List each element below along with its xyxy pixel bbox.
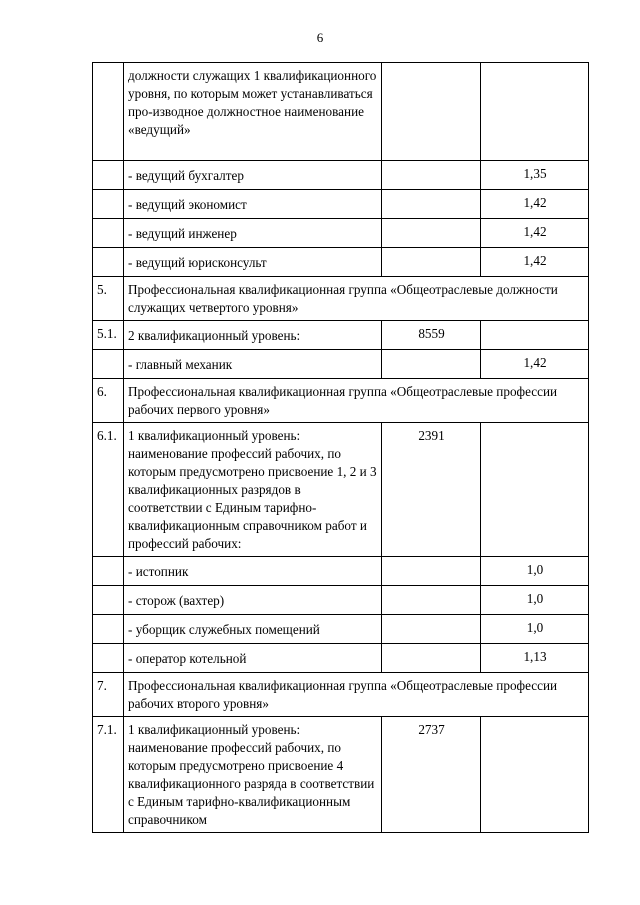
row-coefficient <box>481 717 589 833</box>
table-row-group <box>93 277 589 321</box>
row-number <box>93 615 124 644</box>
table-row <box>93 248 589 277</box>
row-number <box>93 350 124 379</box>
salary-table <box>92 62 589 833</box>
row-text: - ведущий инженер <box>124 219 382 248</box>
table-row <box>93 350 589 379</box>
row-coefficient: 1,0 <box>481 586 589 615</box>
row-coefficient: 1,42 <box>481 190 589 219</box>
row-text: - главный механик <box>124 350 382 379</box>
row-coefficient <box>481 63 589 161</box>
group-number: 5. <box>93 277 124 321</box>
row-number <box>93 644 124 673</box>
table-row <box>93 190 589 219</box>
row-coefficient: 1,42 <box>481 219 589 248</box>
row-number: 7.1. <box>93 717 124 833</box>
row-coefficient <box>481 423 589 557</box>
row-salary: 2391 <box>382 423 481 557</box>
row-salary <box>382 190 481 219</box>
table-row <box>93 321 589 350</box>
row-coefficient <box>481 321 589 350</box>
row-salary <box>382 219 481 248</box>
row-number <box>93 63 124 161</box>
row-number <box>93 219 124 248</box>
table-row <box>93 717 589 833</box>
row-salary <box>382 350 481 379</box>
row-text: - истопник <box>124 557 382 586</box>
table-row <box>93 161 589 190</box>
row-coefficient: 1,0 <box>481 615 589 644</box>
table-row-group <box>93 379 589 423</box>
table-row <box>93 586 589 615</box>
table-row <box>93 644 589 673</box>
row-salary <box>382 63 481 161</box>
group-title: Профессиональная квалификационная группа «Общеотраслевые должности служащих четвертого уровня» <box>124 277 589 321</box>
row-text: 1 квалификационный уровень: наименование профессий рабочих, по которым предусмотрено присвоение 1, 2 и 3 квалификационных разрядов в соответствии с Единым тарифно-квалификационным справочником работ и профессий рабочих: <box>124 423 382 557</box>
table-row-group <box>93 673 589 717</box>
group-number: 6. <box>93 379 124 423</box>
row-salary <box>382 615 481 644</box>
row-salary <box>382 248 481 277</box>
row-coefficient: 1,13 <box>481 644 589 673</box>
row-salary <box>382 586 481 615</box>
row-number <box>93 248 124 277</box>
page-number: 6 <box>316 30 324 45</box>
row-number <box>93 190 124 219</box>
table-row <box>93 219 589 248</box>
group-number: 7. <box>93 673 124 717</box>
row-salary <box>382 557 481 586</box>
row-text: - ведущий юрисконсульт <box>124 248 382 277</box>
row-number <box>93 557 124 586</box>
row-salary: 2737 <box>382 717 481 833</box>
row-salary <box>382 161 481 190</box>
table-row <box>93 557 589 586</box>
row-number: 5.1. <box>93 321 124 350</box>
group-title: Профессиональная квалификационная группа «Общеотраслевые профессии рабочих первого уровня» <box>124 379 589 423</box>
row-coefficient: 1,42 <box>481 248 589 277</box>
row-text: - ведущий бухгалтер <box>124 161 382 190</box>
row-coefficient: 1,35 <box>481 161 589 190</box>
row-salary <box>382 644 481 673</box>
row-number <box>93 586 124 615</box>
group-title: Профессиональная квалификационная группа «Общеотраслевые профессии рабочих второго уровня» <box>124 673 589 717</box>
row-text: - уборщик служебных помещений <box>124 615 382 644</box>
table-row <box>93 615 589 644</box>
row-text: - оператор котельной <box>124 644 382 673</box>
row-text: 2 квалификационный уровень: <box>124 321 382 350</box>
row-coefficient: 1,0 <box>481 557 589 586</box>
row-text: 1 квалификационный уровень: наименование профессий рабочих, по которым предусмотрено присвоение 4 квалификационного разряда в соответствии с Единым тарифно-квалификационным справочником <box>124 717 382 833</box>
row-salary: 8559 <box>382 321 481 350</box>
row-text: - ведущий экономист <box>124 190 382 219</box>
row-number <box>93 161 124 190</box>
table-row <box>93 423 589 557</box>
table-row <box>93 63 589 161</box>
row-coefficient: 1,42 <box>481 350 589 379</box>
row-text: - сторож (вахтер) <box>124 586 382 615</box>
row-number: 6.1. <box>93 423 124 557</box>
row-text: должности служащих 1 квалификационного уровня, по которым может устанавливаться про-изводное должностное наименование «ведущий» <box>124 63 382 161</box>
